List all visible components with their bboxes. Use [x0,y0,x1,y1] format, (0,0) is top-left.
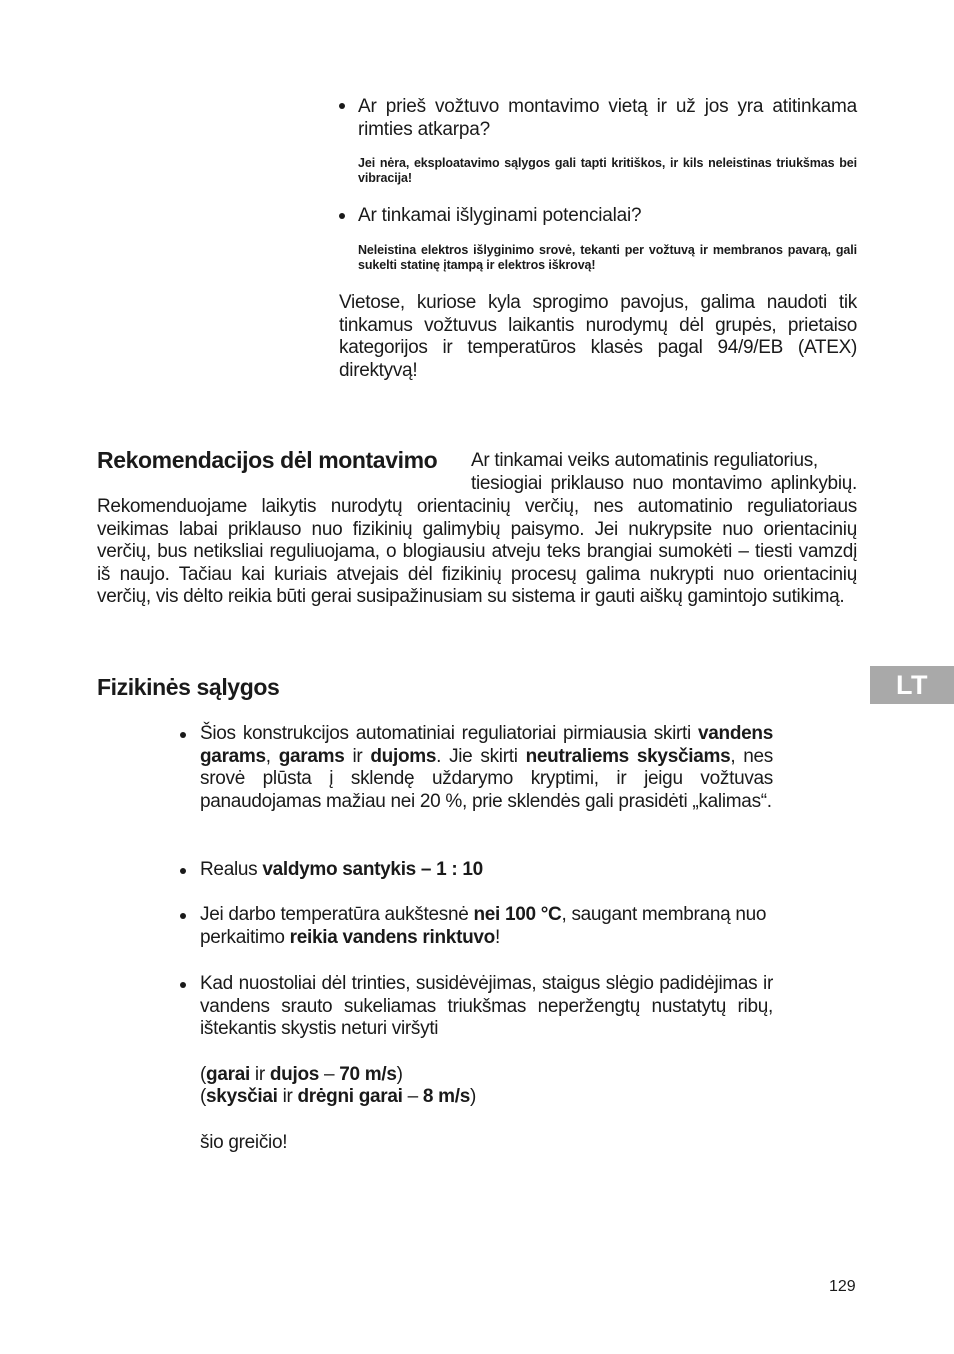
text-run: ) [469,1086,477,1107]
salygos-bullet-temperature [200,904,773,949]
velocity-end-text: šio greičio! [200,1132,288,1153]
page-number: 129 [829,1278,856,1295]
language-tab-lt: LT [870,666,954,704]
warning-note-discharge: Neleistina elektros išlyginimo srovė, tekanti per vožtuvą ir membranos pavarą, gali sukelti statinę įtampą ir elektros iškrovą! [358,243,857,272]
bold-valdymo-santykis: valdymo santykis – 1 : 10 [262,859,483,880]
montavimas-intro-line1: Ar tinkamai veiks automatinis reguliatorius, [471,450,818,471]
bold-temperature: nei 100 °C [473,904,562,925]
velocity-limit-liquid [200,1086,476,1109]
bold-vandens-garams: vandens garams [200,723,773,767]
text-run: ( [200,1064,207,1085]
bold-70-ms: 70 m/s [339,1064,397,1085]
bold-dregni-garai: drėgni garai [297,1086,403,1107]
text-run: ir [249,1064,270,1085]
text-run: Jei darbo temperatūra aukštesnė [200,904,474,925]
text-run: ! [494,926,500,948]
bold-vandens-rinktuvo: reikia vandens rinktuvo [289,926,495,948]
montavimas-intro-line2: tiesiogiai priklauso nuo montavimo aplinkybių. [471,473,857,494]
bold-dujos: dujos [269,1064,320,1085]
bold-garams: garams [278,745,345,767]
section-heading-montavimas: Rekomendacijos dėl montavimo [97,447,438,473]
bullet-marker [180,913,186,919]
question-potencialai: Ar tinkamai išlyginami potencialai? [358,205,642,226]
bullet-marker [339,103,345,109]
text-run: Realus [200,859,263,880]
text-run: ir [344,745,371,767]
salygos-bullet-ratio [200,859,773,882]
salygos-bullet-velocity: Kad nuostoliai dėl trinties, susidėvėjimas, staigus slėgio padidėjimas ir vandens srauto sukeliamas triukšmas neperžengtų nustatytų ribų, ištekantis skystis neturi viršyti [200,973,773,1039]
text-run: . Jie skirti [436,745,526,767]
bold-skysciai: skysčiai [206,1086,278,1107]
text-run: , nes srovė plūsta į sklendę uždarymo kryptimi, ir jeigu vožtuvas panaudojamas mažiau nei 20 %, prie sklendės gali prasidėti „kalimas“. [200,745,774,812]
text-run: , saugant membraną nuo perkaitimo [200,904,767,948]
bullet-marker [180,732,186,738]
bold-neutraliems-skysciams: neutraliems skysčiams [525,745,731,767]
question-rimties-atkarpa: Ar prieš vožtuvo montavimo vietą ir už jos yra atitinkama rimties atkarpa? [358,96,857,140]
text-run: ( [200,1086,207,1107]
atex-paragraph: Vietose, kuriose kyla sprogimo pavojus, galima naudoti tik tinkamus vožtuvus laikantis nurodymų dėl grupės, prietaiso kategorijos ir temperatūros klasės pagal 94/9/EB (ATEX) direktyvą! [339,292,857,381]
text-run: ir [277,1086,298,1107]
text-run: – [402,1086,423,1107]
bullet-marker [180,982,186,988]
bold-garai: garai [206,1064,250,1085]
velocity-limit-gas [200,1064,403,1087]
text-run: , [265,745,279,767]
bullet-marker [180,868,186,874]
bullet-marker [339,213,345,219]
text-run: ) [396,1064,403,1085]
section-heading-salygos: Fizikinės sąlygos [97,674,280,700]
text-run: Šios konstrukcijos automatiniai reguliatoriai pirmiausia skirti [200,723,698,744]
bold-dujoms: dujoms [370,745,437,767]
bold-8-ms: 8 m/s [422,1086,470,1107]
text-run: – [319,1064,340,1085]
warning-note-noise: Jei nėra, eksploatavimo sąlygos gali tapti kritiškos, ir kils neleistinas triukšmas bei vibracija! [358,156,857,185]
montavimas-body: Rekomenduojame laikytis nurodytų orientacinių verčių, nes automatinio reguliatoriaus veikimas labai priklauso nuo fizikinių galimybių paisymo. Jei nukrypsite nuo orientacinių verčių, bus netiksliai reguliuojama, o blogiausiu atveju teks brangiai sumokėti – tiesti vamzdį iš naujo. Tačiau kai kuriais atvejais dėl fizikinių procesų galima nukrypti nuo orientacinių verčių, vis dėlto reikia būti gerai susipažinusiam su sistema ir gauti aiškų gamintojo sutikimą. [97,496,857,607]
salygos-bullet-purpose [200,723,773,813]
